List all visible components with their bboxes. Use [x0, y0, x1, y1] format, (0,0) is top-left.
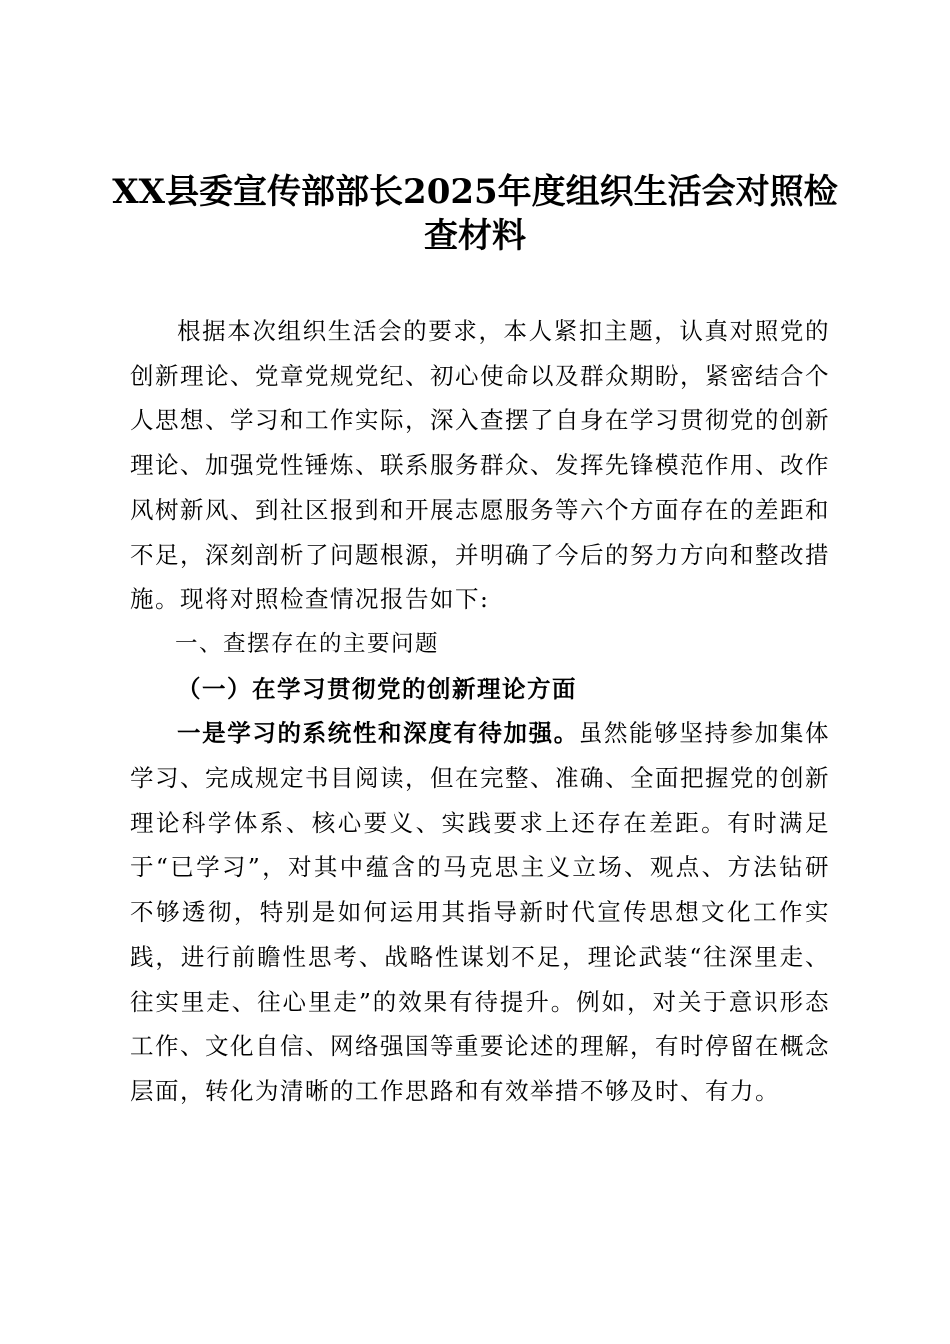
section-heading: 一、查摆存在的主要问题 — [175, 630, 440, 657]
point-paragraph — [130, 711, 830, 1113]
subsection-heading: （一）在学习贯彻党的创新理论方面 — [177, 674, 577, 703]
point-text: 虽然能够坚持参加集体学习、完成规定书目阅读，但在完整、准确、全面把握党的创新理论科学体系、核心要义、实践要求上还存在差距。有时满足于“已学习”，对其中蕴含的马克思主义立场、观点、方法钻研不够透彻，特别是如何运用其指导新时代宣传思想文化工作实践，进行前瞻性思考、战略性谋划不足，理论武装“往深里走、往实里走、往心里走”的效果有待提升。例如，对关于意识形态工作、文化自信、网络强国等重要论述的理解，有时停留在概念层面，转化为清晰的工作思路和有效举措不够及时、有力。 — [130, 719, 831, 1105]
document-body — [130, 309, 830, 1114]
document-title: XX县委宣传部部长2025年度组织生活会对照检查材料 — [112, 172, 838, 256]
point-lead: 一是学习的系统性和深度有待加强。 — [177, 719, 579, 748]
intro-paragraph: 根据本次组织生活会的要求，本人紧扣主题，认真对照党的创新理论、党章党规党纪、初心使命以及群众期盼，紧密结合个人思想、学习和工作实际，深入查摆了自身在学习贯彻党的创新理论、加强党性锤炼、联系服务群众、发挥先锋模范作用、改作风树新风、到社区报到和开展志愿服务等六个方面存在的差距和不足，深刻剖析了问题根源，并明确了今后的努力方向和整改措施。现将对照检查情况报告如下: — [130, 317, 830, 614]
